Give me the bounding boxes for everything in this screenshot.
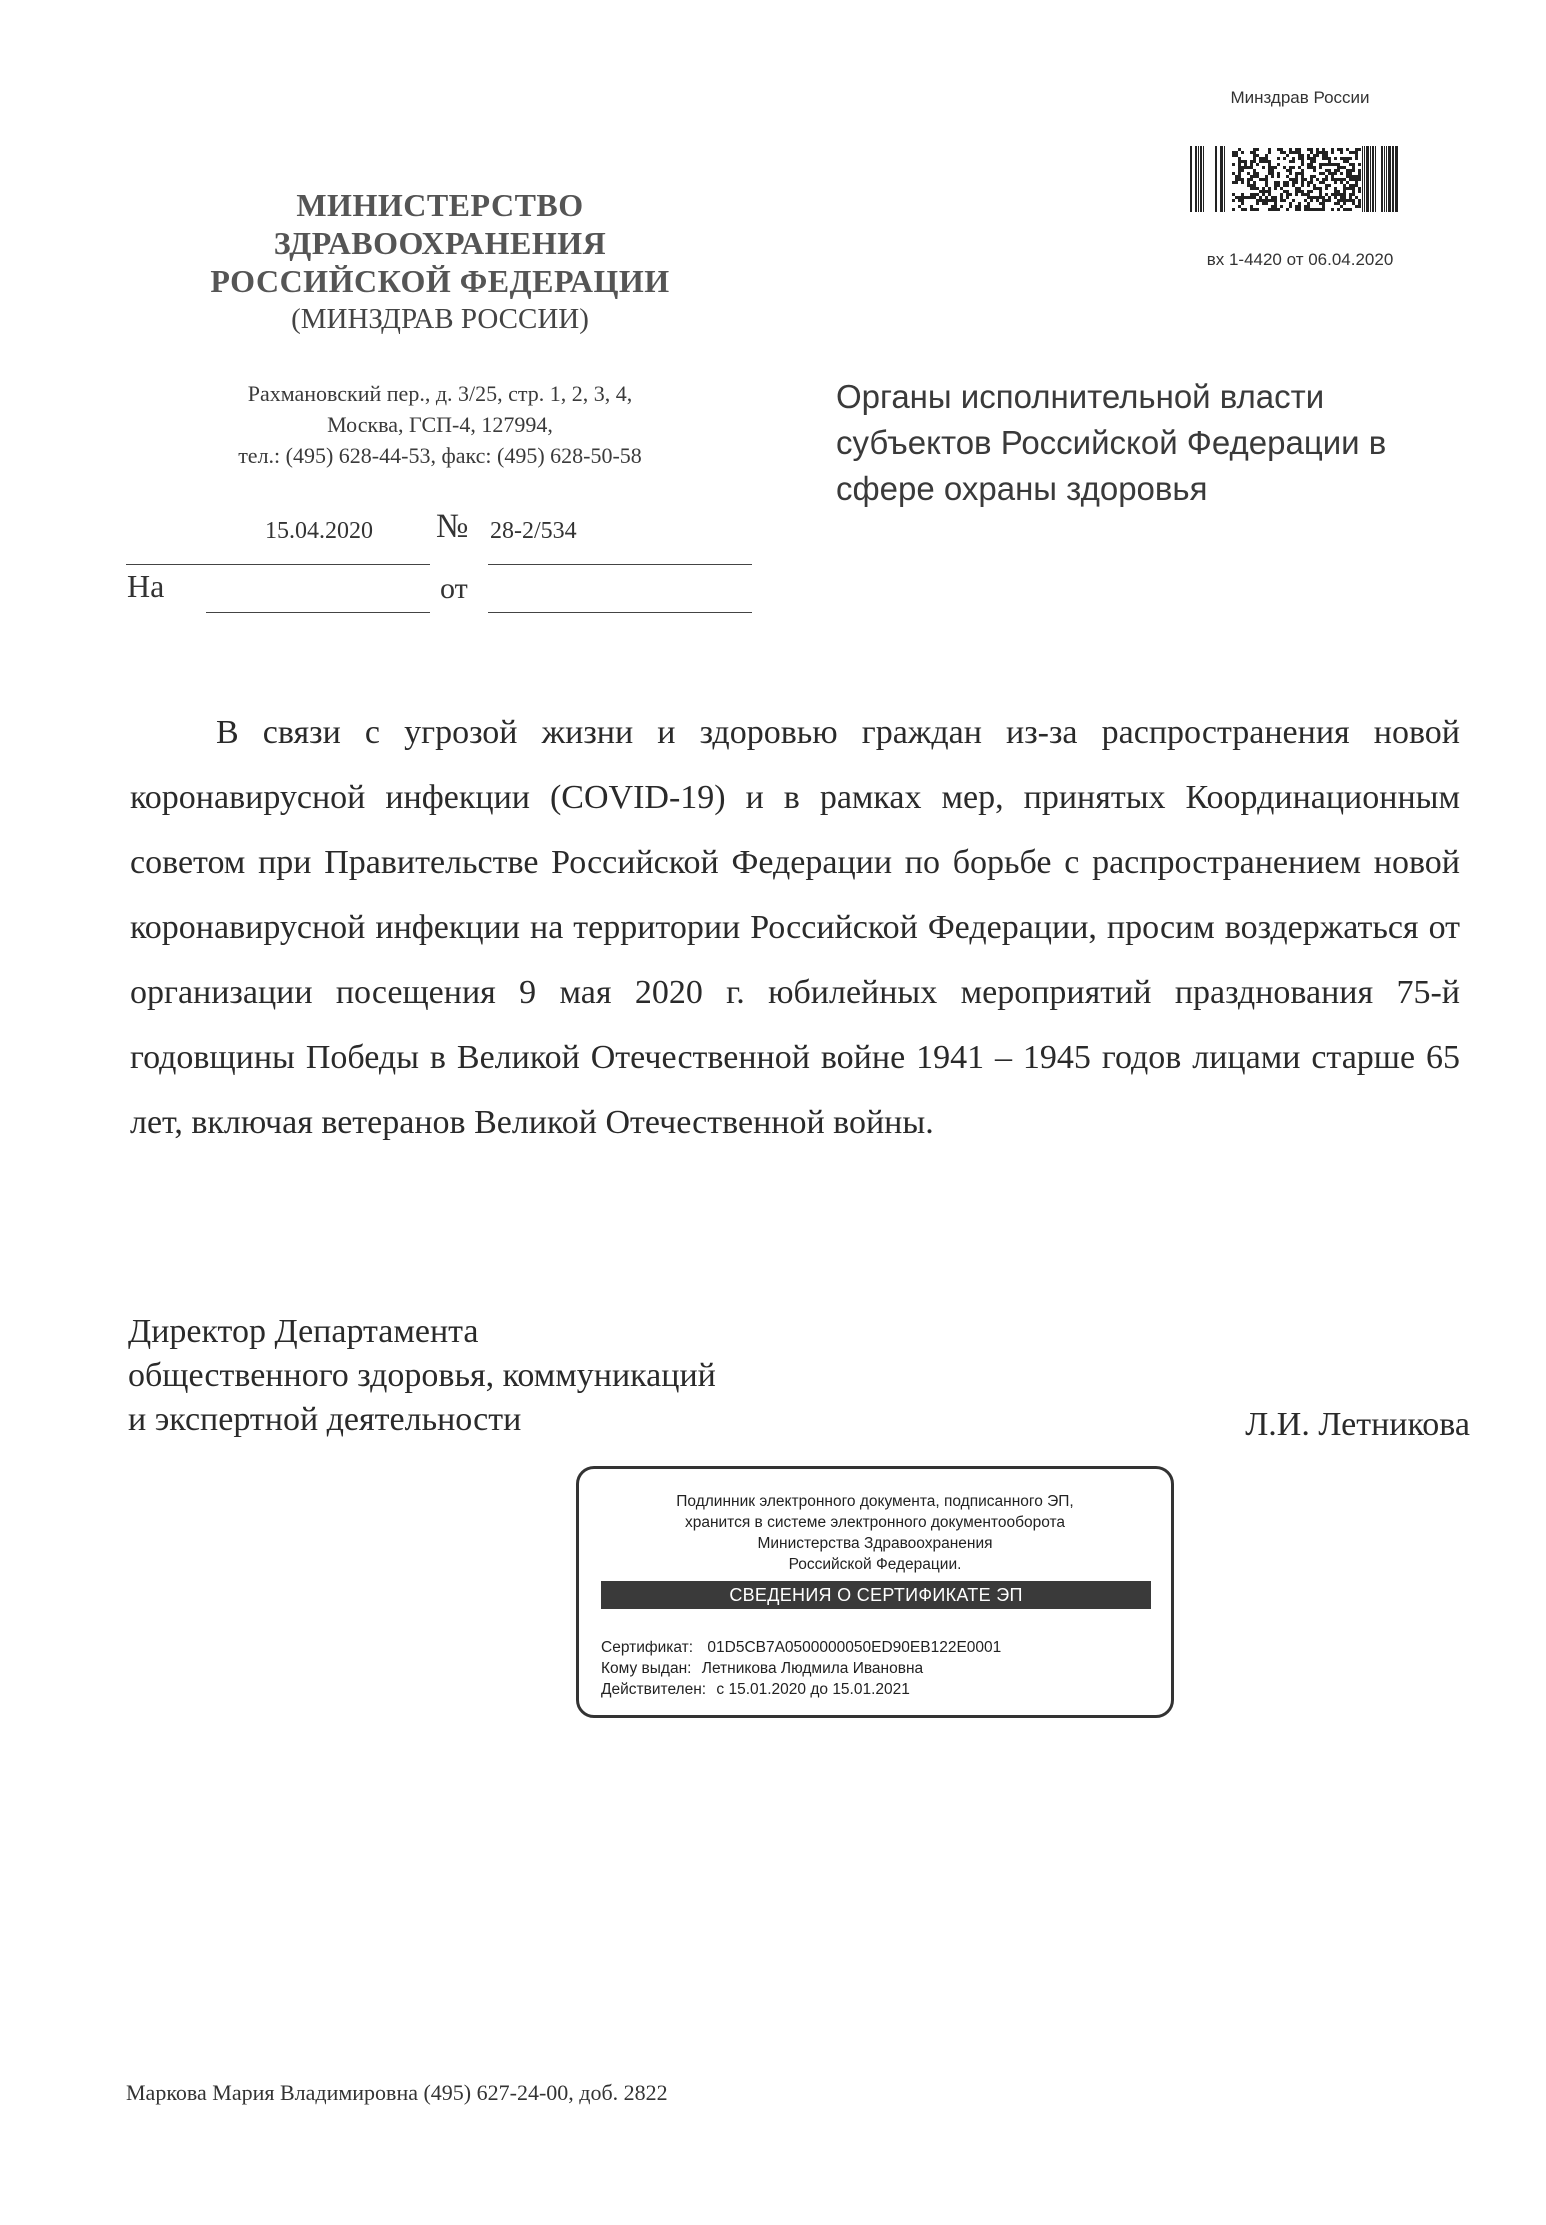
ministry-abbreviation: (МИНЗДРАВ РОССИИ) bbox=[291, 303, 589, 335]
reply-to-date-line bbox=[488, 612, 752, 613]
number-sign: № bbox=[436, 508, 469, 545]
reply-to-date-label: от bbox=[440, 572, 468, 605]
stamp-certificate-header: СВЕДЕНИЯ О СЕРТИФИКАТЕ ЭП bbox=[601, 1581, 1151, 1609]
valid-row bbox=[601, 1679, 1161, 1700]
addressee-block bbox=[836, 374, 1476, 512]
outgoing-date: 15.04.2020 bbox=[265, 518, 373, 544]
ministry-title-line-1: МИНИСТЕРСТВО bbox=[296, 187, 584, 223]
electronic-signature-stamp bbox=[576, 1466, 1174, 1718]
address-line-3: тел.: (495) 628-44-53, факс: (495) 628-50-58 bbox=[238, 443, 642, 468]
issued-to-label: Кому выдан: bbox=[601, 1660, 692, 1677]
valid-value: с 15.01.2020 до 15.01.2021 bbox=[716, 1681, 910, 1698]
incoming-registration-number: вх 1-4420 от 06.04.2020 bbox=[1206, 250, 1394, 269]
stamp-intro-line-1: Подлинник электронного документа, подписанного ЭП, bbox=[676, 1493, 1074, 1510]
barcode-image bbox=[1190, 146, 1398, 212]
signatory-title bbox=[128, 1310, 848, 1442]
letter-body-paragraph: В связи с угрозой жизни и здоровью граждан из-за распространения новой коронавирусной инфекции (COVID-19) и в рамках мер, принятых Координационным советом при Правительстве Российской Федерации по борьбе с распространением новой коронавирусной инфекции на территории Российской Федерации, просим воздержаться от организации посещения 9 мая 2020 г. юбилейных мероприятий празднования 75-й годовщины Победы в Великой Отечественной войне 1941 – 1945 годов лицами старше 65 лет, включая ветеранов Великой Отечественной войны. bbox=[130, 714, 1460, 1141]
signatory-title-line-2: общественного здоровья, коммуникаций bbox=[128, 1357, 716, 1394]
stamp-certificate-details bbox=[601, 1637, 1161, 1700]
valid-label: Действителен: bbox=[601, 1681, 707, 1698]
ministry-header bbox=[160, 186, 720, 338]
reply-to-number-line bbox=[206, 612, 430, 613]
address-line-2: Москва, ГСП-4, 127994, bbox=[327, 412, 553, 437]
ministry-title-line-2: ЗДРАВООХРАНЕНИЯ bbox=[273, 225, 607, 261]
stamp-intro bbox=[579, 1491, 1171, 1575]
outgoing-number: 28-2/534 bbox=[490, 518, 577, 544]
addressee-line-2: субъектов Российской Федерации в bbox=[836, 424, 1387, 461]
addressee-line-3: сфере охраны здоровья bbox=[836, 470, 1208, 507]
ministry-address bbox=[160, 378, 720, 471]
certificate-label: Сертификат: bbox=[601, 1639, 694, 1656]
signatory-title-line-3: и экспертной деятельности bbox=[128, 1401, 522, 1438]
executor-contact: Маркова Мария Владимировна (495) 627-24-00, доб. 2822 bbox=[126, 2080, 668, 2105]
issued-to-row bbox=[601, 1658, 1161, 1679]
registration-org: Минздрав России bbox=[1230, 88, 1370, 107]
signatory-title-line-1: Директор Департамента bbox=[128, 1313, 479, 1350]
stamp-intro-line-3: Министерства Здравоохранения bbox=[757, 1535, 993, 1552]
certificate-row bbox=[601, 1637, 1161, 1658]
stamp-intro-line-4: Российской Федерации. bbox=[788, 1556, 962, 1573]
reply-to-label: На bbox=[127, 568, 165, 604]
stamp-intro-line-2: хранится в системе электронного документооборота bbox=[684, 1514, 1066, 1531]
certificate-value: 01D5CB7A0500000050ED90EB122E0001 bbox=[707, 1639, 1002, 1656]
addressee-line-1: Органы исполнительной власти bbox=[836, 378, 1325, 415]
ministry-title-line-3: РОССИЙСКОЙ ФЕДЕРАЦИИ bbox=[210, 263, 670, 299]
signatory-name: Л.И. Летникова bbox=[1245, 1406, 1470, 1443]
issued-to-value: Летникова Людмила Ивановна bbox=[701, 1660, 924, 1677]
date-underline bbox=[126, 564, 430, 565]
number-underline bbox=[488, 564, 752, 565]
address-line-1: Рахмановский пер., д. 3/25, стр. 1, 2, 3, 4, bbox=[247, 381, 633, 406]
